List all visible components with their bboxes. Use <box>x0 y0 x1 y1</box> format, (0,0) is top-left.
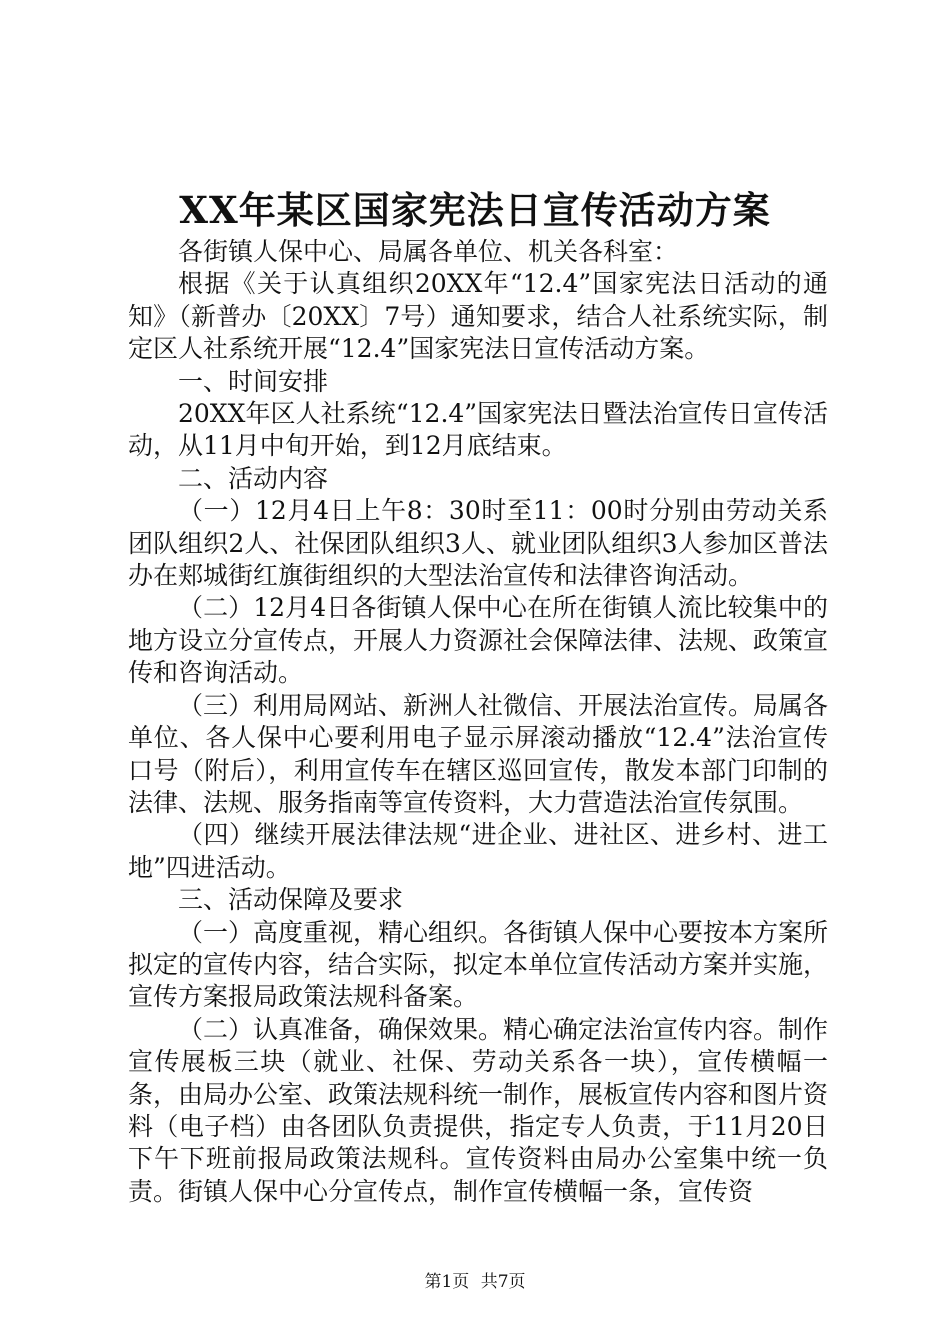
paragraph-schedule: 20XX年区人社系统“12.4”国家宪法日暨法治宣传日宣传活动，从11月中旬开始，到12月底结束。 <box>128 399 828 461</box>
page-total: 共7页 <box>480 1272 526 1292</box>
section-heading-schedule: 一、时间安排 <box>178 366 329 396</box>
page-footer <box>0 1271 950 1293</box>
page-number: 第1页 <box>424 1272 470 1292</box>
paragraph-salutation: 各街镇人保中心、局属各单位、机关各科室： <box>178 237 679 266</box>
paragraph-intro: 根据《关于认真组织20XX年“12.4”国家宪法日活动的通知》（新普办〔20XX〕7号）通知要求，结合人社系统实际，制定区人社系统开展“12.4”国家宪法日宣传活动方案。 <box>128 269 828 364</box>
document-title: XX年某区国家宪法日宣传活动方案 <box>179 188 771 232</box>
section-heading-requirements: 三、活动保障及要求 <box>178 885 404 915</box>
section-heading-content: 二、活动内容 <box>178 463 329 493</box>
paragraph-content-2: （二）12月4日各街镇人保中心在所在街镇人流比较集中的地方设立分宣传点，开展人力资源社会保障法律、法规、政策宣传和咨询活动。 <box>128 593 829 688</box>
paragraph-content-4: （四）继续开展法律法规“进企业、进社区、进乡村、进工地”四进活动。 <box>128 820 828 882</box>
paragraph-content-1: （一）12月4日上午8：30时至11：00时分别由劳动关系团队组织2人、社保团队组织3人、就业团队组织3人参加区普法办在郏城街红旗街组织的大型法治宣传和法律咨询活动。 <box>128 496 828 591</box>
document-body <box>128 236 828 1208</box>
paragraph-content-3: （三）利用局网站、新洲人社微信、开展法治宣传。局属各单位、各人保中心要利用电子显示屏滚动播放“12.4”法治宣传口号（附后），利用宣传车在辖区巡回宣传，散发本部门印制的法律、法规、服务指南等宣传资料，大力营造法治宣传氛围。 <box>128 690 829 817</box>
paragraph-requirements-1: （一）高度重视，精心组织。各街镇人保中心要按本方案所拟定的宣传内容，结合实际，拟定本单位宣传活动方案并实施，宣传方案报局政策法规科备案。 <box>128 917 829 1012</box>
paragraph-requirements-2: （二）认真准备，确保效果。精心确定法治宣传内容。制作宣传展板三块（就业、社保、劳动关系各一块），宣传横幅一条，由局办公室、政策法规科统一制作，展板宣传内容和图片资料（电子档）由各团队负责提供，指定专人负责，于11月20日下午下班前报局政策法规科。宣传资料由局办公室集中统一负责。街镇人保中心分宣传点，制作宣传横幅一条，宣传资 <box>128 1014 829 1206</box>
